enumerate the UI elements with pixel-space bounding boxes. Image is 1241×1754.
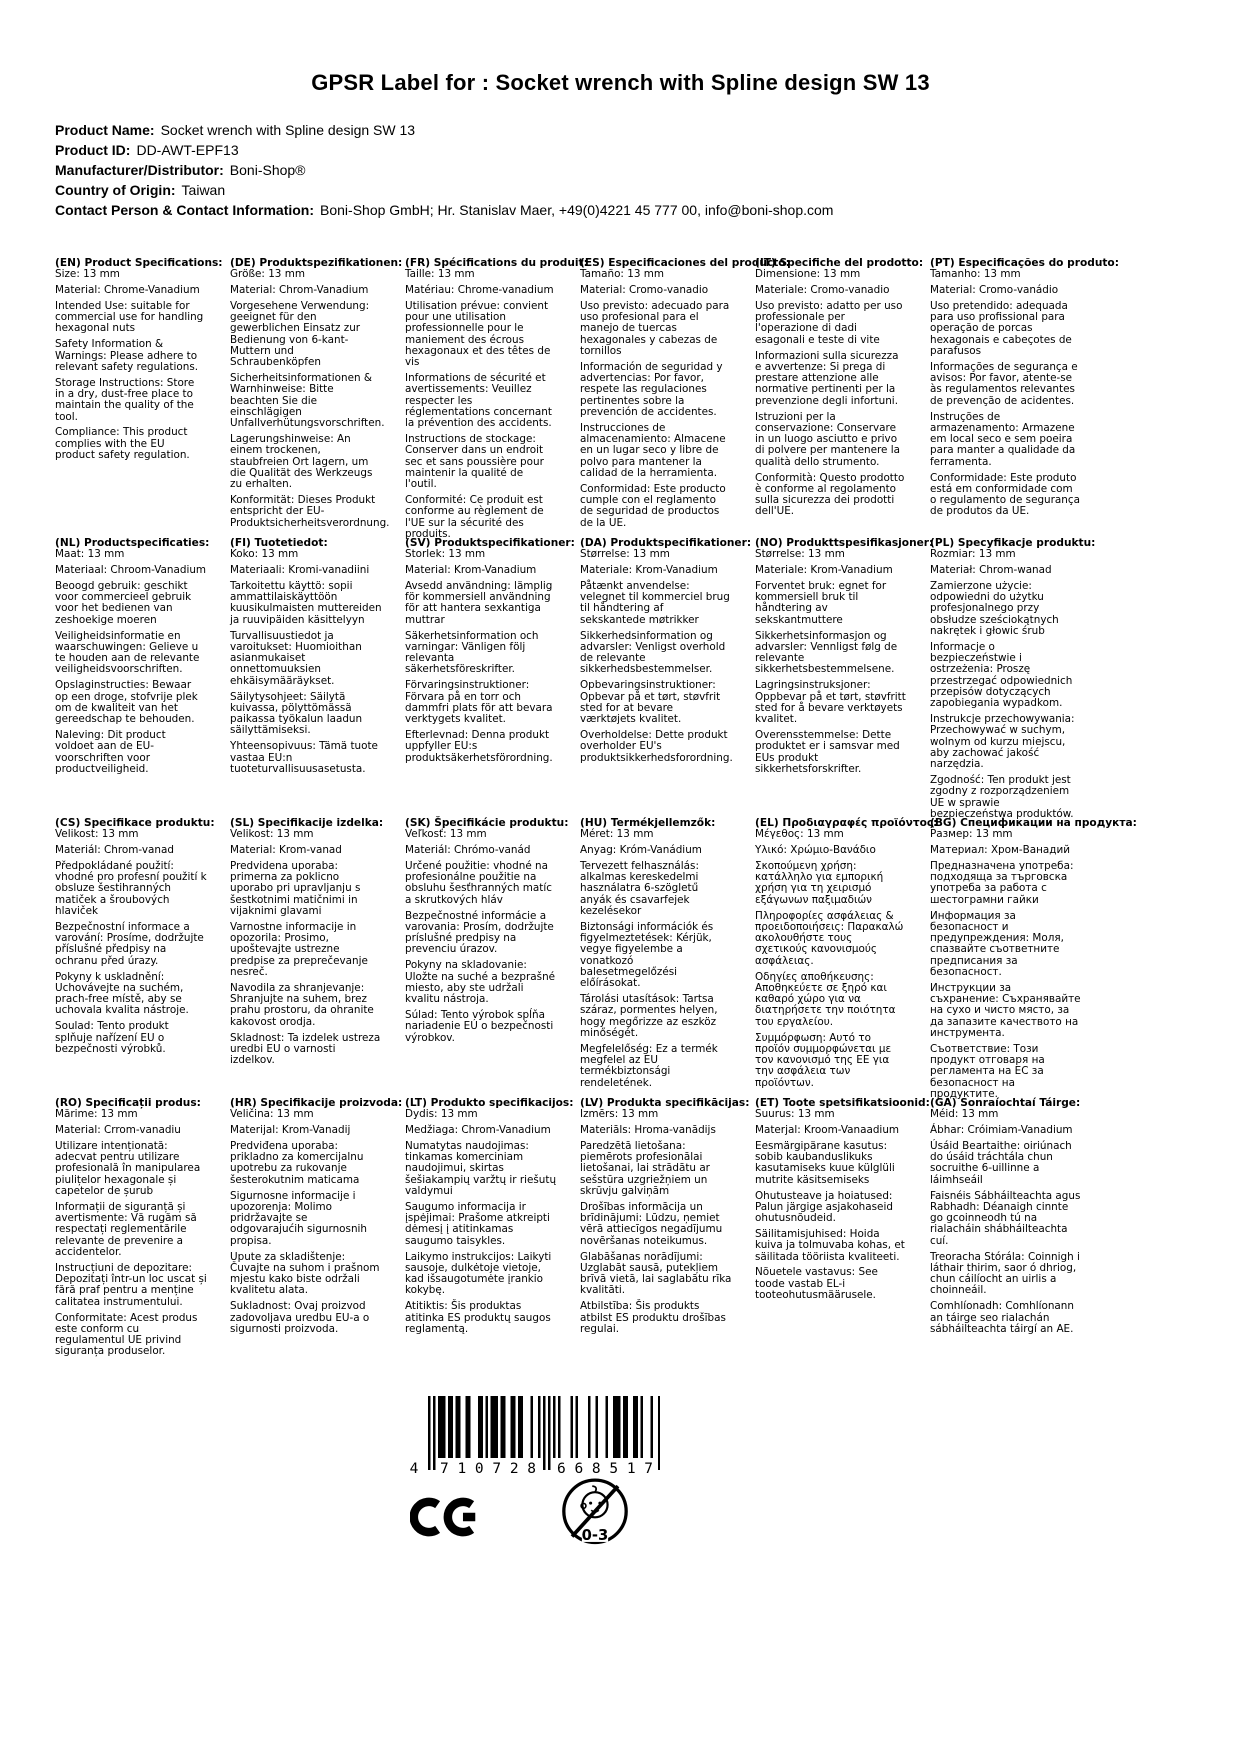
spec-paragraph: Informations de sécurité et avertissements: Veuillez respecter les réglementations concernant la prévention des accidents. bbox=[405, 372, 552, 430]
product-info-row bbox=[55, 160, 833, 180]
spec-paragraph: Informacje o bezpieczeństwie i ostrzeżenia: Proszę przestrzegać odpowiednich przepisów dotyczących zapobiegania wypadkom. bbox=[930, 640, 1073, 710]
spec-paragraph: Σκοπούμενη χρήση: κατάλληλο για εμπορική χρήση για τη χειρισμό εξάγωνων παξιμαδιών bbox=[755, 859, 884, 906]
spec-paragraph: Informações de segurança e avisos: Por favor, atente-se às regulamentos relevantes de prevenção de acidentes. bbox=[930, 360, 1078, 407]
spec-paragraph: Pokyny k uskladnění: Uchovávejte na suchém, prach-free místě, aby se uchovala kvalita nástroje. bbox=[55, 970, 189, 1017]
spec-paragraph: Vorgesehene Verwendung: geeignet für den gewerblichen Einsatz zur Bedienung von 6-kant-Muttern und Schraubenköpfen bbox=[230, 299, 370, 369]
spec-block-en bbox=[55, 257, 223, 538]
spec-paragraph: Saugumo informacija ir įspėjimai: Prašome atkreipti dėmesį į atitinkamas saugumo taisykles. bbox=[405, 1200, 550, 1247]
spec-title-pt: (PT) Especificações do produto: bbox=[930, 257, 1119, 269]
spec-paragraph: Atbilstība: Šis produkts atbilst ES produktu drošības regulai. bbox=[580, 1300, 726, 1335]
spec-paragraph: Intended Use: suitable for commercial use for handling hexagonal nuts bbox=[55, 299, 204, 335]
spec-paragraph: Instructions de stockage: Conserver dans un endroit sec et sans poussière pour maintenir la qualité de l'outil. bbox=[405, 433, 544, 491]
age-warning-icon bbox=[560, 1474, 630, 1557]
spec-paragraph: Materijal: Krom-Vanadij bbox=[230, 1124, 351, 1137]
spec-paragraph: Sikkerhedsinformation og advarsler: Venligst overhold de relevante sikkerhedsbestemmelser. bbox=[580, 629, 726, 676]
spec-paragraph: Instruções de armazenamento: Armazene em local seco e sem poeira para manter a qualidade da ferramenta. bbox=[930, 410, 1076, 468]
spec-paragraph: Laikymo instrukcijos: Laikyti sausoje, dulkėtoje vietoje, kad išsaugotumėte įrankio kokybę. bbox=[405, 1250, 552, 1297]
spec-paragraph: Uso previsto: adecuado para uso profesional para el manejo de tuercas hexagonales y cabezas de tornillos bbox=[580, 299, 730, 358]
spec-paragraph: Drošības informācija un brīdinājumi: Lūdzu, ņemiet vērā attiecīgos negadījumu novēršanas noteikumus. bbox=[580, 1200, 723, 1247]
spec-title-sl: (SL) Specifikacije izdelka: bbox=[230, 817, 384, 829]
spec-paragraph: Predviđena uporaba: prikladno za komercijalnu upotrebu za rukovanje šesterokutnim maticama bbox=[230, 1139, 364, 1186]
spec-block-el bbox=[755, 817, 938, 1098]
spec-block-lv bbox=[580, 1097, 750, 1378]
product-info-value: Taiwan bbox=[181, 182, 226, 198]
spec-paragraph: Tervezett felhasználás: alkalmas kereskedelmi használatra 6-szögletű anyák és csavarfejek kezelésekor bbox=[580, 859, 699, 918]
spec-paragraph: Úsáid Beartaithe: oiriúnach do úsáid tráchtála chun socruithe 6-uillinne a láimhseáil bbox=[930, 1139, 1072, 1186]
product-info-value: DD-AWT-EPF13 bbox=[136, 142, 239, 158]
product-info-label: Contact Person & Contact Information: bbox=[55, 202, 315, 218]
spec-paragraph: Материал: Хром-Ванадий bbox=[930, 844, 1070, 857]
spec-paragraph: Uso previsto: adatto per uso professionale per l'operazione di dadi esagonali e teste di vite bbox=[755, 299, 903, 346]
spec-paragraph: Varnostne informacije in opozorila: Prosimo, upoštevajte ustrezne predpise za preprečevanje nesreč. bbox=[230, 920, 368, 979]
spec-paragraph: Uso pretendido: adequada para uso profissional para operação de porcas hexagonais e cabeçotes de parafusos bbox=[930, 299, 1072, 358]
spec-paragraph: Určené použitie: vhodné na profesionálne použitie na obsluhu šesťhranných matíc a skrutkových hláv bbox=[405, 859, 552, 906]
spec-paragraph: Material: Crrom-vanadiu bbox=[55, 1124, 181, 1137]
spec-paragraph: Efterlevnad: Denna produkt uppfyller EU:s produktsäkerhetsförordning. bbox=[405, 728, 553, 764]
spec-block-cs bbox=[55, 817, 215, 1098]
spec-paragraph: Material: Krom-vanad bbox=[230, 844, 342, 857]
spec-block-lt bbox=[405, 1097, 574, 1378]
spec-paragraph: Υλικό: Χρώμιο-Βανάδιο bbox=[755, 844, 876, 857]
spec-paragraph: Materiaal: Chroom-Vanadium bbox=[55, 564, 207, 577]
spec-paragraph: Koko: 13 mm bbox=[230, 548, 299, 561]
spec-block-da bbox=[580, 537, 752, 818]
spec-paragraph: Glabāšanas norādījumi: Uzglabāt sausā, putekļiem brīvā vietā, lai saglabātu rīka kvalitāti. bbox=[580, 1250, 732, 1297]
spec-paragraph: Съответствие: Този продукт отговаря на регламента на ЕС за безопасност на продуктите. bbox=[930, 1042, 1045, 1101]
spec-paragraph: Säilytysohjeet: Säilytä kuivassa, pölyttömässä paikassa työkalun laadun säilyttämiseksi. bbox=[230, 690, 363, 737]
spec-paragraph: Eesmärgipärane kasutus: sobib kaubanduslikuks kasutamiseks kuue külglüli mutrite käsitsemiseks bbox=[755, 1139, 895, 1186]
spec-paragraph: Instrucciones de almacenamiento: Almacene en un lugar seco y libre de polvo para mantener la calidad de la herramienta. bbox=[580, 421, 726, 480]
spec-paragraph: Material: Cromo-vanadio bbox=[580, 284, 709, 297]
spec-paragraph: Materiale: Krom-Vanadium bbox=[755, 564, 893, 577]
product-info-row bbox=[55, 120, 833, 140]
spec-paragraph: Beoogd gebruik: geschikt voor commercieel gebruik voor het bedienen van zeshoekige moeren bbox=[55, 579, 192, 626]
spec-block-hu bbox=[580, 818, 732, 1098]
spec-paragraph: Veiligheidsinformatie en waarschuwingen: Gelieve u te houden aan de relevante veiligheidsvoorschriften. bbox=[55, 629, 200, 676]
spec-paragraph: Предназначена употреба: подходяща за търговска употреба за работа с шестограмни гайки bbox=[930, 859, 1074, 906]
spec-paragraph: Overensstemmelse: Dette produktet er i samsvar med EUs produkt sikkerhetsforskrifter. bbox=[755, 728, 900, 775]
spec-paragraph: Maat: 13 mm bbox=[55, 548, 125, 561]
spec-paragraph: Nõuetele vastavus: See toode vastab EL-i tooteohutusmäärusele. bbox=[755, 1266, 878, 1301]
spec-block-fr bbox=[405, 257, 588, 541]
spec-paragraph: Materiāls: Hroma-vanādijs bbox=[580, 1124, 716, 1137]
spec-paragraph: Compliance: This product complies with the EU product safety regulation. bbox=[55, 426, 190, 461]
product-info bbox=[55, 120, 833, 220]
spec-title-lv: (LV) Produkta specifikācijas: bbox=[580, 1097, 750, 1109]
spec-title-de: (DE) Produktspezifikationen: bbox=[230, 257, 403, 269]
spec-title-et: (ET) Toote spetsifikatsioonid: bbox=[755, 1097, 930, 1109]
spec-paragraph: Informazioni sulla sicurezza e avvertenze: Si prega di prestare attenzione alle normative pertinenti per la prevenzione degli infortuni. bbox=[755, 349, 899, 407]
spec-paragraph: Turvallisuustiedot ja varoitukset: Huomioithan asianmukaiset onnettomuuksien ehkäisymääräykset. bbox=[230, 629, 362, 687]
spec-paragraph: Informații de siguranță și avertismente: Vă rugăm să respectați reglementările relevante de prevenire a accidentelor. bbox=[55, 1200, 197, 1259]
svg-text:0-3: 0-3 bbox=[581, 1526, 609, 1544]
spec-paragraph: Instrucțiuni de depozitare: Depozitați într-un loc uscat și fără praf pentru a menține calitatea instrumentului. bbox=[55, 1261, 207, 1308]
spec-title-it: (IT) Specifiche del prodotto: bbox=[755, 257, 924, 269]
spec-paragraph: Opbevaringsinstruktioner: Opbevar på et tørt, støvfrit sted for at bevare værktøjets kvalitet. bbox=[580, 679, 721, 726]
barcode-bars-icon bbox=[388, 1396, 660, 1480]
spec-block-sl bbox=[230, 818, 382, 1098]
product-info-value: Socket wrench with Spline design SW 13 bbox=[160, 122, 416, 138]
spec-title-hu: (HU) Termékjellemzők: bbox=[580, 817, 716, 829]
spec-paragraph: Tamaño: 13 mm bbox=[580, 268, 664, 281]
spec-paragraph: Πληροφορίες ασφάλειας & προειδοποιήσεις: Παρακαλώ ακολουθήστε τους σχετικούς κανονισμούς ασφάλειας. bbox=[755, 909, 904, 967]
spec-paragraph: Opslaginstructies: Bewaar op een droge, stofvrije plek om de kwaliteit van het gereedschap te behouden. bbox=[55, 679, 198, 726]
spec-paragraph: Veličina: 13 mm bbox=[230, 1108, 314, 1121]
spec-paragraph: Размер: 13 mm bbox=[930, 828, 1013, 841]
spec-paragraph: Velikost: 13 mm bbox=[55, 828, 139, 841]
spec-block-fi bbox=[230, 538, 382, 818]
spec-paragraph: Medžiaga: Chrom-Vanadium bbox=[405, 1124, 551, 1137]
spec-title-fr: (FR) Spécifications du produit: bbox=[405, 257, 588, 269]
spec-paragraph: Velikost: 13 mm bbox=[230, 828, 314, 841]
spec-paragraph: Material: Cromo-vanádio bbox=[930, 284, 1059, 297]
spec-title-no: (NO) Produkttspesifikasjoner: bbox=[755, 537, 934, 549]
spec-paragraph: Ohutusteave ja hoiatused: Palun järgige asjakohaseid ohutusnõudeid. bbox=[755, 1189, 893, 1225]
spec-paragraph: Taille: 13 mm bbox=[405, 268, 475, 281]
spec-block-de bbox=[230, 257, 403, 538]
spec-paragraph: Sigurnosne informacije i upozorenja: Molimo pridržavajte se odgovarajućih sigurnosnih propisa. bbox=[230, 1189, 368, 1247]
spec-paragraph: Rozmiar: 13 mm bbox=[930, 548, 1016, 561]
spec-block-sv bbox=[405, 537, 575, 818]
spec-paragraph: Dimensione: 13 mm bbox=[755, 268, 861, 281]
spec-paragraph: Materjal: Kroom-Vanaadium bbox=[755, 1124, 900, 1137]
spec-title-el: (EL) Προδιαγραφές προϊόντος: bbox=[755, 817, 938, 829]
spec-title-nl: (NL) Productspecificaties: bbox=[55, 537, 210, 549]
spec-paragraph: Overholdelse: Dette produkt overholder EU's produktsikkerhedsforordning. bbox=[580, 728, 733, 764]
spec-paragraph: Safety Information & Warnings: Please adhere to relevant safety regulations. bbox=[55, 338, 199, 373]
spec-paragraph: Size: 13 mm bbox=[55, 268, 120, 281]
spec-paragraph: Naleving: Dit product voldoet aan de EU-voorschriften voor productveiligheid. bbox=[55, 728, 166, 775]
spec-paragraph: Material: Chrome-Vanadium bbox=[55, 284, 200, 297]
spec-paragraph: Storage Instructions: Store in a dry, dust-free place to maintain the quality of the tool. bbox=[55, 376, 195, 423]
spec-paragraph: Conformité: Ce produit est conforme au règlement de l'UE sur la sécurité des produits. bbox=[405, 494, 544, 541]
spec-paragraph: Skladnost: Ta izdelek ustreza uredbi EU o varnosti izdelkov. bbox=[230, 1031, 381, 1067]
spec-title-lt: (LT) Produkto specifikacijos: bbox=[405, 1097, 574, 1109]
spec-paragraph: Størrelse: 13 mm bbox=[580, 548, 670, 561]
spec-block-nl bbox=[55, 537, 210, 818]
spec-paragraph: Navodila za shranjevanje: Shranjujte na suhem, brez prahu prostoru, da ohranite kakovost orodja. bbox=[230, 981, 374, 1028]
product-info-label: Country of Origin: bbox=[55, 182, 176, 198]
spec-paragraph: Utilisation prévue: convient pour une utilisation professionnelle pour le maniement des écrous hexagonaux et des têtes de vis bbox=[405, 299, 551, 369]
spec-paragraph: Mărime: 13 mm bbox=[55, 1108, 138, 1121]
spec-paragraph: Anyag: Króm-Vanádium bbox=[580, 844, 702, 857]
spec-paragraph: Méret: 13 mm bbox=[580, 828, 654, 841]
spec-title-sk: (SK) Špecifikácie produktu: bbox=[405, 817, 569, 829]
svg-text:4: 4 bbox=[409, 1461, 419, 1477]
spec-paragraph: Sicherheitsinformationen & Warnhinweise: Bitte beachten Sie die einschlägigen Unfallverhütungsvorschriften. bbox=[230, 372, 385, 430]
product-info-label: Manufacturer/Distributor: bbox=[55, 162, 224, 178]
page-title: GPSR Label for : Socket wrench with Spline design SW 13 bbox=[311, 70, 930, 95]
spec-block-pl bbox=[930, 537, 1096, 821]
spec-paragraph: Veľkosť: 13 mm bbox=[405, 828, 487, 841]
spec-paragraph: Οδηγίες αποθήκευσης: Αποθηκεύετε σε ξηρό και καθαρό χώρο για να διατηρήσετε την ποιότητα του εργαλείου. bbox=[755, 970, 896, 1028]
spec-paragraph: Tárolási utasítások: Tartsa száraz, pormentes helyen, hogy megőrizze az eszköz minőségét. bbox=[580, 993, 718, 1040]
spec-paragraph: Bezpečnostní informace a varování: Prosíme, dodržujte příslušné předpisy na ochranu před úrazy. bbox=[55, 920, 204, 967]
spec-paragraph: Matériau: Chrome-vanadium bbox=[405, 284, 554, 297]
spec-paragraph: Инструкции за съхранение: Съхранявайте на сухо и чисто място, за да запазите качеството на инструмента. bbox=[930, 981, 1081, 1040]
spec-paragraph: Materiál: Chrom-vanad bbox=[55, 844, 174, 857]
spec-paragraph: Ábhar: Cróimiam-Vanadium bbox=[930, 1124, 1073, 1137]
spec-paragraph: Säilitamisjuhised: Hoida kuiva ja tolmuvaba kohas, et säilitada tööriista kvaliteeti. bbox=[755, 1227, 905, 1263]
spec-title-es: (ES) Especificaciones del producto: bbox=[580, 257, 790, 269]
spec-paragraph: Konformität: Dieses Produkt entspricht der EU-Produktsicherheitsverordnung. bbox=[230, 494, 390, 529]
spec-block-ga bbox=[930, 1098, 1082, 1378]
spec-paragraph: Conformitate: Acest produs este conform cu regulamentul UE privind siguranța produselor. bbox=[55, 1311, 198, 1358]
product-info-label: Product Name: bbox=[55, 122, 155, 138]
spec-title-en: (EN) Product Specifications: bbox=[55, 257, 223, 269]
spec-block-no bbox=[755, 537, 934, 818]
spec-title-ro: (RO) Specificații produs: bbox=[55, 1097, 201, 1109]
product-info-row bbox=[55, 200, 833, 220]
product-info-label: Product ID: bbox=[55, 142, 131, 158]
spec-paragraph: Predvidena uporaba: primerna za poklicno uporabo pri upravljanju s šestkotnimi matičnimi in vijaknimi glavami bbox=[230, 859, 361, 918]
spec-paragraph: Material: Krom-Vanadium bbox=[405, 564, 537, 577]
spec-paragraph: Lagringsinstruksjoner: Oppbevar på et tørt, støvfritt sted for å bevare verktøyets kvalitet. bbox=[755, 679, 906, 726]
spec-paragraph: Upute za skladištenje: Čuvajte na suhom i prašnom mjestu kako biste održali kvalitetu alata. bbox=[230, 1250, 380, 1297]
spec-paragraph: Storlek: 13 mm bbox=[405, 548, 486, 561]
spec-block-pt bbox=[930, 257, 1119, 538]
spec-title-cs: (CS) Specifikace produktu: bbox=[55, 817, 215, 829]
spec-paragraph: Istruzioni per la conservazione: Conservare in un luogo asciutto e privo di polvere per mantenere la qualità dello strumento. bbox=[755, 410, 900, 468]
spec-paragraph: Tamanho: 13 mm bbox=[930, 268, 1021, 281]
spec-block-bg bbox=[930, 817, 1137, 1101]
spec-title-bg: (BG) Спецификации на продукта: bbox=[930, 817, 1137, 829]
spec-paragraph: Materiał: Chrom-wanad bbox=[930, 564, 1052, 577]
spec-paragraph: Material: Chrom-Vanadium bbox=[230, 284, 369, 297]
spec-paragraph: Utilizare intenționată: adecvat pentru utilizare profesională în manipularea piulițelor hexagonale și capetelor de șurub bbox=[55, 1139, 201, 1198]
spec-paragraph: Materiál: Chrómo-vanád bbox=[405, 844, 531, 857]
spec-paragraph: Påtænkt anvendelse: velegnet til kommerciel brug til håndtering af sekskantede møtrikker bbox=[580, 579, 730, 626]
spec-paragraph: Pokyny na skladovanie: Uložte na suché a bezprašné miesto, aby ste udržali kvalitu nástroja. bbox=[405, 959, 556, 1006]
spec-paragraph: Forventet bruk: egnet for kommersiell bruk til håndtering av sekskantmuttere bbox=[755, 579, 887, 626]
spec-paragraph: Conformidad: Este producto cumple con el reglamento de seguridad de productos de la UE. bbox=[580, 482, 726, 529]
barcode bbox=[388, 1396, 660, 1484]
spec-paragraph: Předpokládané použití: vhodné pro profesní použití k obsluze šestihranných matiček a šroubových hlaviček bbox=[55, 859, 207, 918]
spec-block-ro bbox=[55, 1098, 207, 1378]
spec-title-fi: (FI) Tuotetiedot: bbox=[230, 537, 328, 549]
spec-paragraph: Zamierzone użycie: odpowiedni do użytku profesjonalnego przy obsłudze sześciokątnych nakrętek i głowic śrub bbox=[930, 579, 1059, 638]
spec-paragraph: Súlad: Tento výrobok spĺňa nariadenie EÚ o bezpečnosti výrobkov. bbox=[405, 1008, 554, 1044]
spec-paragraph: Größe: 13 mm bbox=[230, 268, 305, 281]
spec-paragraph: Sukladnost: Ovaj proizvod zadovoljava uredbu EU-a o sigurnosti proizvoda. bbox=[230, 1300, 370, 1335]
spec-paragraph: Tarkoitettu käyttö: sopii ammattilaiskäyttöön kuusikulmaisten muttereiden ja ruuvipäiden käsittelyyn bbox=[230, 579, 382, 626]
spec-paragraph: Säkerhetsinformation och varningar: Vänligen följ relevanta säkerhetsföreskrifter. bbox=[405, 629, 539, 676]
spec-paragraph: Materiaali: Kromi-vanadiini bbox=[230, 564, 370, 577]
product-info-row bbox=[55, 180, 833, 200]
spec-paragraph: Zgodność: Ten produkt jest zgodny z rozporządzeniem UE w sprawie bezpieczeństwa produktów. bbox=[930, 774, 1074, 821]
spec-block-es bbox=[580, 257, 790, 538]
spec-paragraph: Treoracha Stórála: Coinnigh i láthair thirim, saor ó dhriog, chun cáilíocht an uirlis a choinneáil. bbox=[930, 1250, 1080, 1297]
svg-text:668517: 668517 bbox=[557, 1461, 653, 1477]
spec-paragraph: Megfelelőség: Ez a termék megfelel az EU termékbiztonsági rendeletének. bbox=[580, 1042, 718, 1089]
spec-paragraph: Comhlíonadh: Comhlíonann an táirge seo rialachán sábháilteachta táirgí an AE. bbox=[930, 1300, 1074, 1335]
spec-block-sk bbox=[405, 817, 569, 1098]
spec-paragraph: Yhteensopivuus: Tämä tuote vastaa EU:n tuoteturvallisuusasetusta. bbox=[230, 740, 378, 775]
spec-paragraph: Materiale: Cromo-vanadio bbox=[755, 284, 890, 297]
spec-paragraph: Информация за безопасност и предупреждения: Моля, спазвайте съответните предписания за безопасност. bbox=[930, 909, 1064, 979]
spec-title-ga: (GA) Sonraíochtaí Táirge: bbox=[930, 1097, 1081, 1109]
spec-paragraph: Sikkerhetsinformasjon og advarsler: Vennligst følg de relevante sikkerhetsbestemmelsene. bbox=[755, 629, 898, 676]
spec-title-pl: (PL) Specyfikacje produktu: bbox=[930, 537, 1096, 549]
spec-title-da: (DA) Produktspecifikationer: bbox=[580, 537, 752, 549]
language-specs-grid bbox=[55, 257, 1137, 1378]
spec-paragraph: Información de seguridad y advertencias: Por favor, respete las regulaciones pertinentes sobre la prevención de accidentes. bbox=[580, 360, 723, 419]
spec-paragraph: Faisnéis Sábháilteachta agus Rabhadh: Déanaigh cinnte go gcoinneodh tú na rialacháin shábháilteachta cuí. bbox=[930, 1189, 1081, 1247]
spec-block-hr bbox=[230, 1097, 403, 1378]
spec-paragraph: Atitiktis: Šis produktas atitinka ES produktų saugos reglamentą. bbox=[405, 1300, 551, 1335]
spec-block-et bbox=[755, 1097, 930, 1378]
svg-text:710728: 710728 bbox=[440, 1461, 536, 1477]
spec-title-sv: (SV) Produktspecifikationer: bbox=[405, 537, 575, 549]
spec-paragraph: Bezpečnostné informácie a varovania: Prosím, dodržujte príslušné predpisy na prevenciu úrazov. bbox=[405, 909, 554, 956]
spec-paragraph: Izmērs: 13 mm bbox=[580, 1108, 659, 1121]
spec-paragraph: Μέγεθος: 13 mm bbox=[755, 828, 844, 841]
spec-paragraph: Conformidade: Este produto está em conformidade com o regulamento de segurança de produtos da UE. bbox=[930, 471, 1080, 518]
spec-paragraph: Méid: 13 mm bbox=[930, 1108, 999, 1121]
product-info-value: Boni-Shop GmbH; Hr. Stanislav Maer, +49(0)4221 45 777 00, info@boni-shop.com bbox=[320, 202, 834, 218]
spec-paragraph: Numatytas naudojimas: tinkamas komerciniam naudojimui, skirtas šešiakampių varžtų ir riešutų valdymui bbox=[405, 1139, 557, 1198]
spec-paragraph: Lagerungshinweise: An einem trockenen, staubfreien Ort lagern, um die Qualität des Werkzeugs zu erhalten. bbox=[230, 433, 373, 491]
spec-paragraph: Størrelse: 13 mm bbox=[755, 548, 845, 561]
ce-mark-icon bbox=[410, 1492, 480, 1546]
spec-title-hr: (HR) Specifikacije proizvoda: bbox=[230, 1097, 403, 1109]
spec-paragraph: Dydis: 13 mm bbox=[405, 1108, 478, 1121]
spec-paragraph: Soulad: Tento produkt splňuje nařízení EU o bezpečnosti výrobků. bbox=[55, 1020, 169, 1055]
spec-paragraph: Paredzētā lietošana: piemērots profesionālai lietošanai, lai strādātu ar sešstūra uzgriežņiem un skrūvju galviņām bbox=[580, 1139, 710, 1198]
product-info-row bbox=[55, 140, 833, 160]
spec-paragraph: Förvaringsinstruktioner: Förvara på en torr och dammfri plats för att bevara verktygets kvalitet. bbox=[405, 679, 553, 726]
spec-paragraph: Suurus: 13 mm bbox=[755, 1108, 835, 1121]
spec-paragraph: Συμμόρφωση: Αυτό το προϊόν συμμορφώνεται με τον κανονισμό της ΕΕ για την ασφάλεια των προϊόντων. bbox=[755, 1031, 892, 1089]
product-info-value: Boni-Shop® bbox=[229, 162, 306, 178]
spec-paragraph: Biztonsági információk és figyelmeztetések: Kérjük, vegye figyelembe a vonatkozó balesetmegelőzési előírásokat. bbox=[580, 920, 714, 990]
spec-block-it bbox=[755, 257, 924, 538]
spec-paragraph: Instrukcje przechowywania: Przechowywać w suchym, wolnym od kurzu miejscu, aby zachować jakość narzędzia. bbox=[930, 713, 1075, 771]
spec-paragraph: Conformità: Questo prodotto è conforme al regolamento sulla sicurezza dei prodotti dell'UE. bbox=[755, 471, 905, 518]
spec-paragraph: Materiale: Krom-Vanadium bbox=[580, 564, 718, 577]
spec-paragraph: Avsedd användning: lämplig för kommersiell användning för att hantera sexkantiga muttrar bbox=[405, 579, 553, 626]
